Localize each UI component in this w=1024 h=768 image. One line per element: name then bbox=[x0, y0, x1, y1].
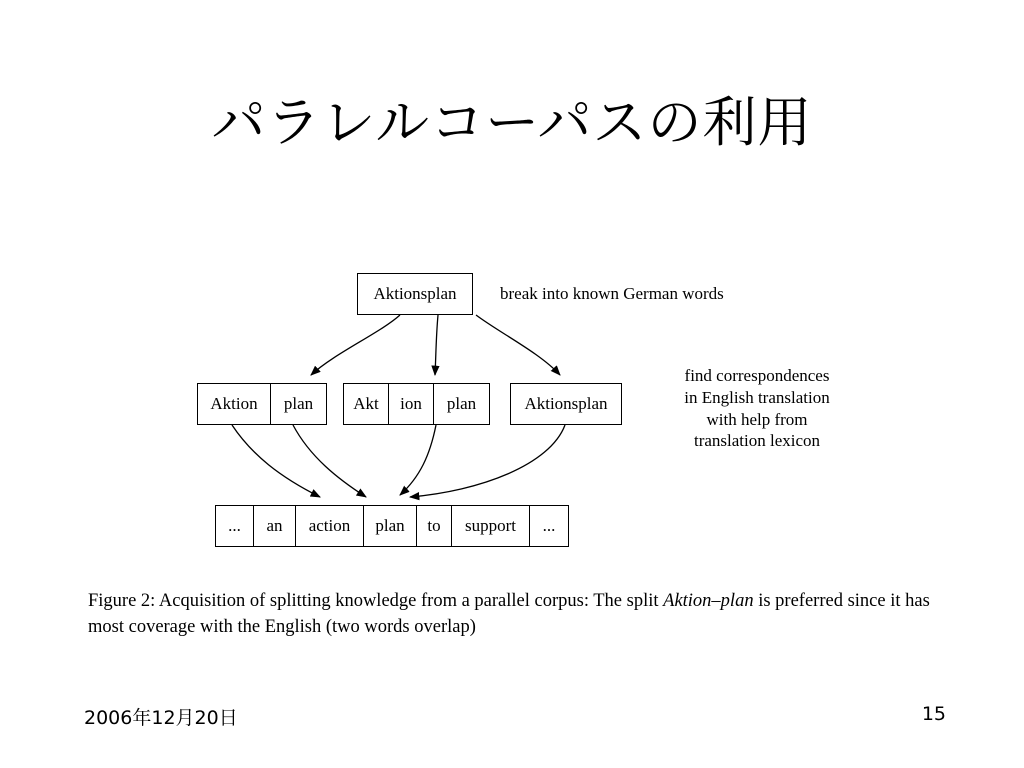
split-cell: plan bbox=[283, 394, 314, 413]
annotation-find-correspondences bbox=[642, 365, 872, 452]
arrow-bplan-to-plan bbox=[400, 425, 436, 495]
annotation-line: find correspondences bbox=[684, 366, 830, 385]
english-cell: ... bbox=[216, 506, 254, 546]
arrow-aktion-to-action bbox=[232, 425, 320, 497]
split-row-akt-ion-plan bbox=[343, 383, 490, 425]
page-title: パラレルコーパスの利用 bbox=[211, 91, 813, 154]
annotation-line: in English translation bbox=[684, 387, 830, 407]
split-cell: Akt bbox=[344, 384, 389, 424]
slide-page-number: 15 bbox=[921, 703, 946, 725]
annotation-line: with help from bbox=[706, 409, 808, 429]
english-cell: to bbox=[417, 506, 452, 546]
arrow-compound-to-akt-ion-plan bbox=[435, 315, 438, 375]
compound-box-row bbox=[357, 273, 473, 315]
compound-cell: Aktionsplan bbox=[373, 284, 457, 303]
arrow-aktionsplan-to-plan bbox=[410, 425, 565, 497]
caption-text-before: Acquisition of splitting knowledge from a parallel corpus: The split bbox=[155, 591, 664, 611]
english-cell: plan bbox=[364, 506, 417, 546]
english-cell: action bbox=[296, 506, 364, 546]
english-sentence-row bbox=[215, 505, 569, 547]
english-cell: an bbox=[254, 506, 296, 546]
arrow-compound-to-aktion-plan bbox=[311, 315, 400, 375]
english-cell: support bbox=[452, 506, 530, 546]
caption-label: Figure 2: bbox=[88, 591, 156, 611]
annotation-line: translation lexicon bbox=[693, 431, 821, 451]
split-row-aktionsplan bbox=[510, 383, 622, 425]
split-cell: Aktionsplan bbox=[524, 394, 608, 413]
split-cell: plan bbox=[446, 394, 477, 413]
annotation-break-into-words: break into known German words bbox=[500, 284, 724, 303]
figure-caption bbox=[88, 588, 948, 641]
split-cell: Aktion bbox=[198, 384, 271, 424]
slide-date: 2006年12月20日 bbox=[84, 707, 238, 729]
split-row-aktion-plan bbox=[197, 383, 327, 425]
caption-emphasis: Aktion–plan bbox=[663, 591, 754, 611]
split-cell: ion bbox=[389, 384, 434, 424]
caption-text-after: is preferred since it has most coverage with the English (two words overlap) bbox=[88, 591, 930, 638]
arrow-plan-to-plan bbox=[293, 425, 366, 497]
english-cell: ... bbox=[542, 516, 556, 535]
arrow-compound-to-aktionsplan bbox=[476, 315, 560, 375]
